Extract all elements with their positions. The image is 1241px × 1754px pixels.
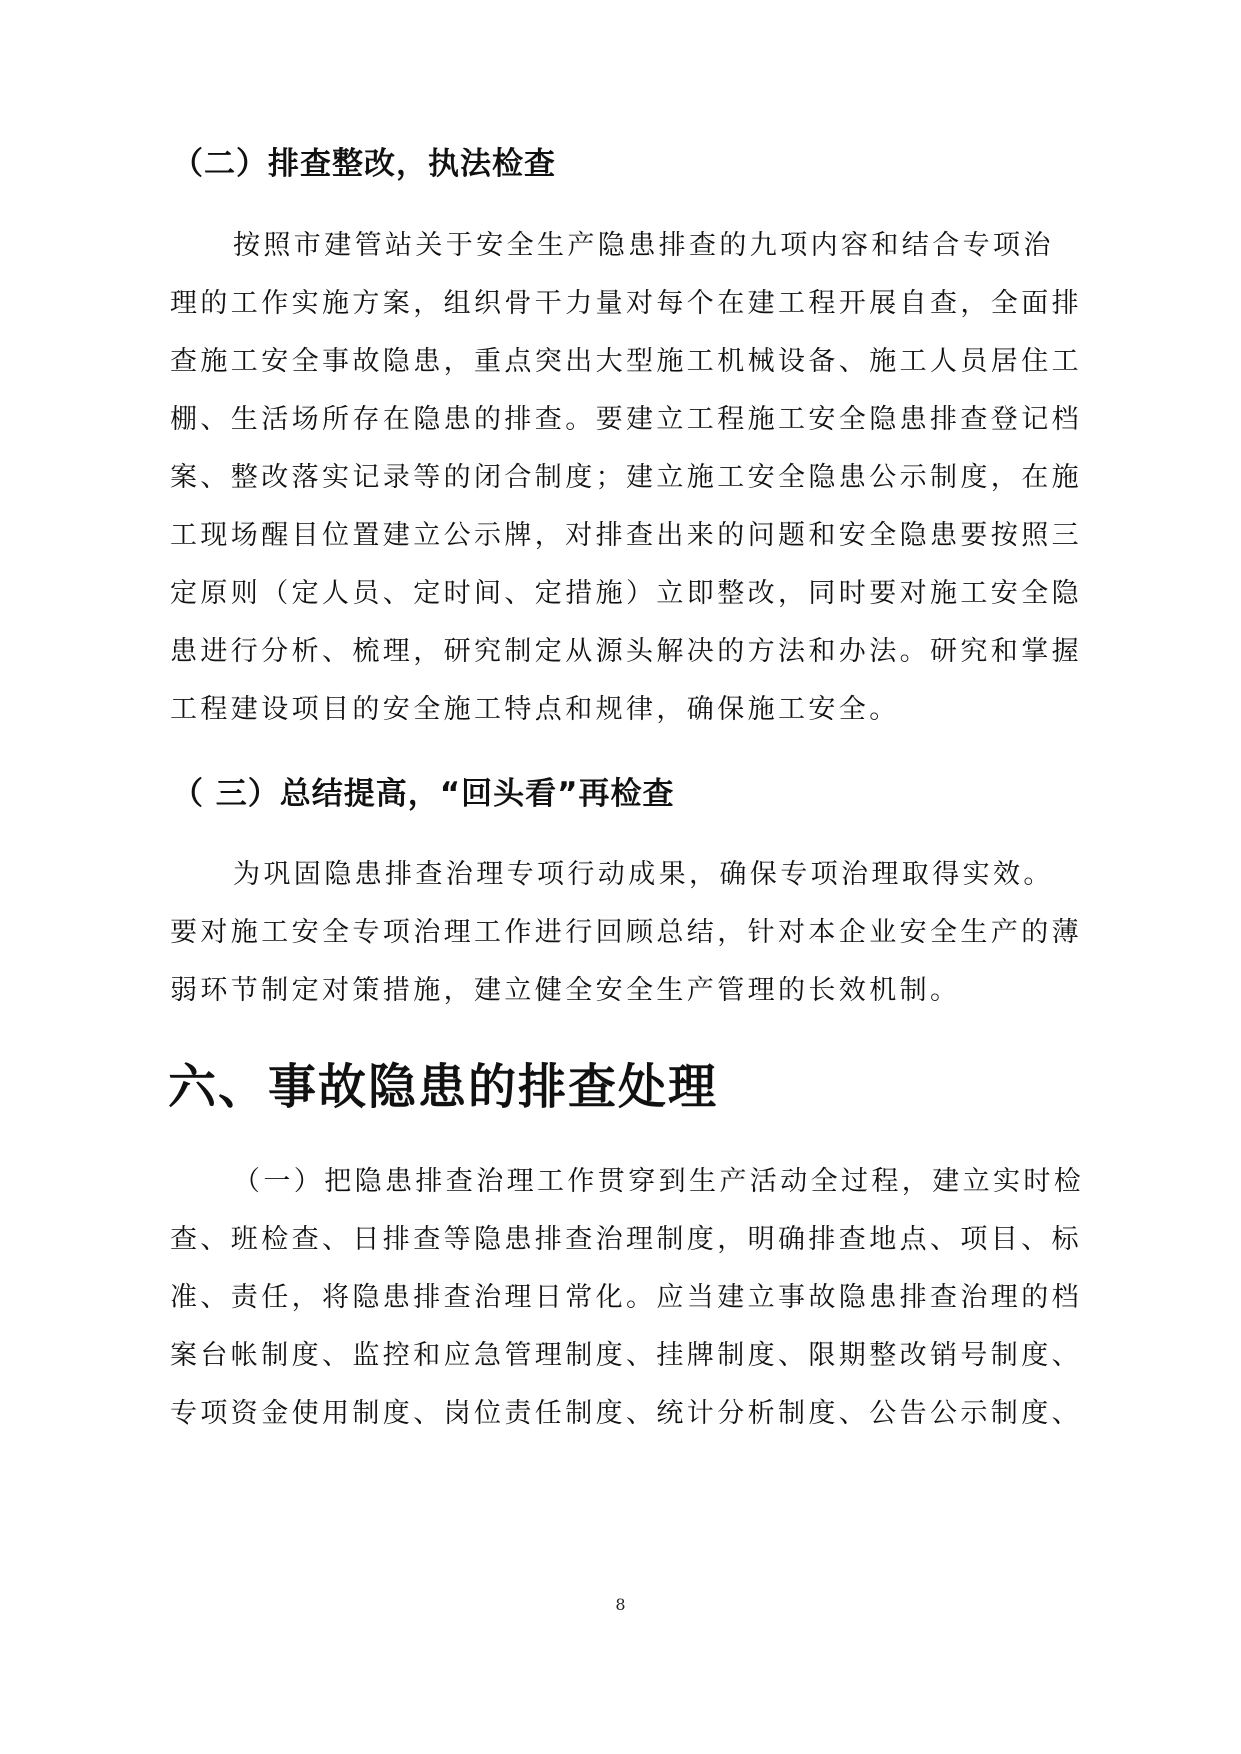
section-heading-2: （二）排查整改，执法检查 xyxy=(172,146,556,182)
paragraph-line: 弱环节制定对策措施，建立健全安全生产管理的长效机制。 xyxy=(170,975,961,1006)
paragraph-line: 案、整改落实记录等的闭合制度；建立施工安全隐患公示制度，在施 xyxy=(170,462,1082,493)
paragraph-line: 理的工作实施方案，组织骨干力量对每个在建工程开展自查，全面排 xyxy=(170,288,1082,319)
paragraph-line: （一）把隐患排查治理工作贯穿到生产活动全过程，建立实时检 xyxy=(233,1166,1085,1197)
paragraph-line: 工现场醒目位置建立公示牌，对排查出来的问题和安全隐患要按照三 xyxy=(170,520,1082,551)
paragraph-line: 棚、生活场所存在隐患的排查。要建立工程施工安全隐患排查登记档 xyxy=(170,404,1082,435)
paragraph-line: 专项资金使用制度、岗位责任制度、统计分析制度、公告公示制度、 xyxy=(170,1398,1082,1429)
paragraph-line: 工程建设项目的安全施工特点和规律，确保施工安全。 xyxy=(170,694,900,725)
paragraph-line: 为巩固隐患排查治理专项行动成果，确保专项治理取得实效。 xyxy=(233,859,1054,890)
paragraph-line: 按照市建管站关于安全生产隐患排查的九项内容和结合专项治 xyxy=(233,230,1054,261)
paragraph-line: 查施工安全事故隐患，重点突出大型施工机械设备、施工人员居住工 xyxy=(170,346,1082,377)
paragraph-line: 定原则（定人员、定时间、定措施）立即整改，同时要对施工安全隐 xyxy=(170,578,1082,609)
section-heading-3: （ 三）总结提高，“回头看”再检查 xyxy=(172,776,675,812)
paragraph-line: 查、班检查、日排查等隐患排查治理制度，明确排查地点、项目、标 xyxy=(170,1224,1082,1255)
paragraph-line: 准、责任，将隐患排查治理日常化。应当建立事故隐患排查治理的档 xyxy=(170,1282,1082,1313)
paragraph-line: 患进行分析、梳理，研究制定从源头解决的方法和办法。研究和掌握 xyxy=(170,636,1082,667)
page-number: 8 xyxy=(615,1595,626,1614)
paragraph-line: 要对施工安全专项治理工作进行回顾总结，针对本企业安全生产的薄 xyxy=(170,917,1082,948)
paragraph-line: 案台帐制度、监控和应急管理制度、挂牌制度、限期整改销号制度、 xyxy=(170,1340,1082,1371)
chapter-heading: 六、事故隐患的排查处理 xyxy=(168,1059,719,1115)
